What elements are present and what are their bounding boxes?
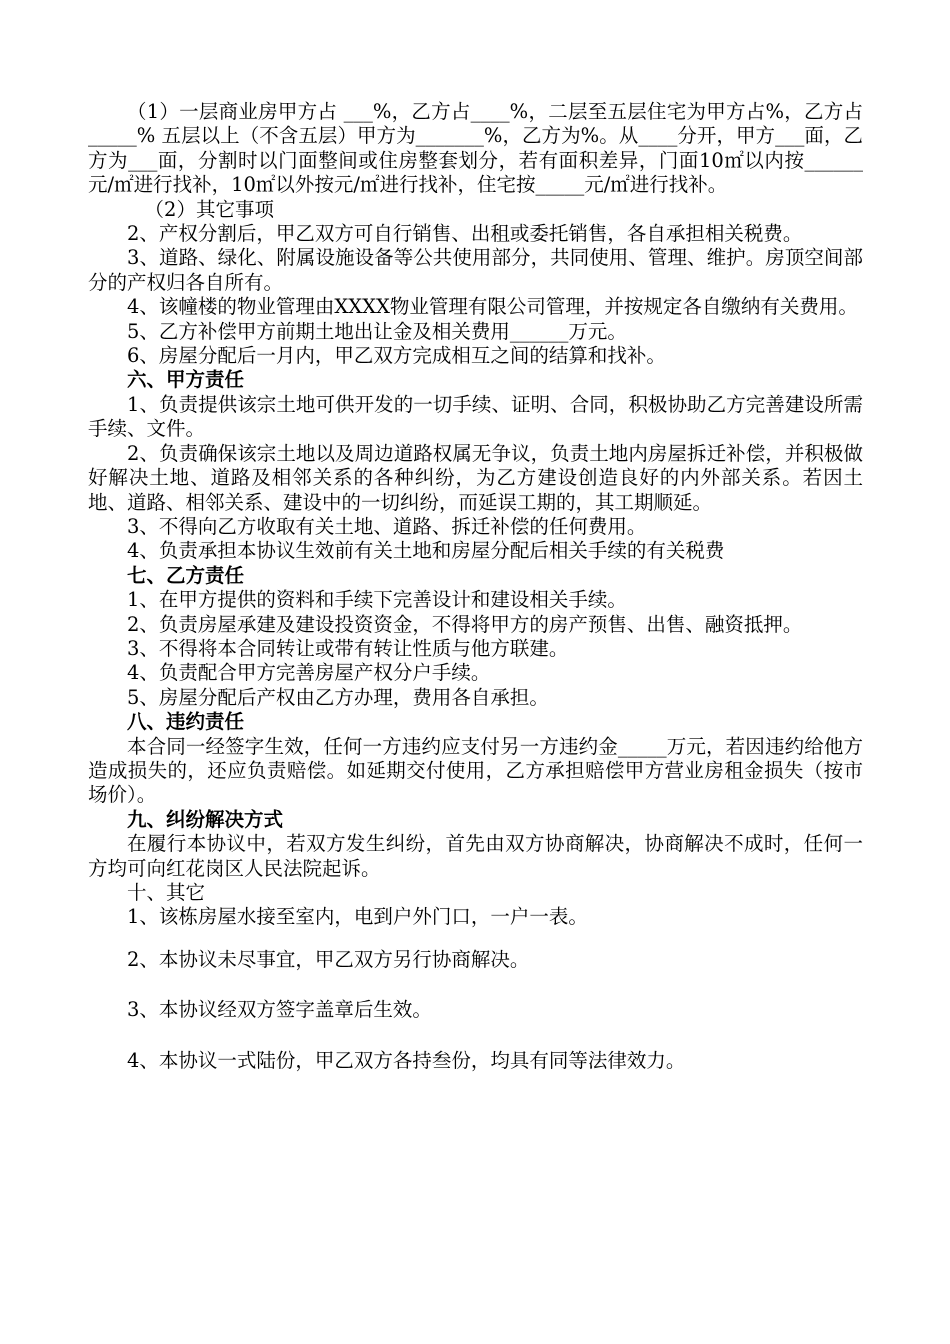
section-heading-breach: 八、违约责任 [127,710,245,734]
subheading-other-matters: （2）其它事项 [144,197,274,221]
section-heading-party-b: 七、乙方责任 [127,563,245,587]
party-a-duty-3: 3、不得向乙方收取有关土地、道路、拆迁补偿的任何费用。 [127,514,647,538]
section-heading-other: 十、其它 [127,881,206,904]
section-heading-party-a: 六、甲方责任 [127,368,245,392]
party-a-duty-1: 1、负责提供该宗土地可供开发的一切手续、证明、合同，积极协助乙方完善建设所需手续、文件。 [88,392,863,441]
section-heading-dispute: 九、纠纷解决方式 [127,807,284,831]
clause-3-public-areas: 3、道路、绿化、附属设施设备等公共使用部分，共同使用、管理、维护。房顶空间部分的产权归各自所有。 [88,246,863,294]
party-b-duty-2: 2、负责房屋承建及建设投资资金，不得将甲方的房产预售、出售、融资抵押。 [127,612,803,636]
clause-division-ratio: （1）一层商业房甲方占 ___%，乙方占____%，二层至五层住宅为甲方占%，乙方占_____% 五层以上（不含五层）甲方为_______%，乙方为%。从____分开，甲方___面，乙方为___面，分割时以门面整间或住房整套划分，若有面积差异，门面10㎡以内按______元/㎡进行找补，10㎡以外按元/㎡进行找补，住宅按_____元/㎡进行找补。 [88,100,863,197]
party-b-duty-3: 3、不得将本合同转让或带有转让性质与他方联建。 [127,636,569,660]
clause-6-settlement: 6、房屋分配后一月内，甲乙双方完成相互之间的结算和找补。 [127,344,666,368]
document-page [88,100,863,1073]
clause-5-compensation: 5、乙方补偿甲方前期土地出让金及相关费用______万元。 [127,319,627,343]
party-a-duty-4: 4、负责承担本协议生效前有关土地和房屋分配后相关手续的有关税费 [127,539,725,563]
other-clause-4: 4、本协议一式陆份，甲乙双方各持叁份，均具有同等法律效力。 [127,1048,686,1072]
clause-2-property-sale: 2、产权分割后，甲乙双方可自行销售、出租或委托销售，各自承担相关税费。 [127,222,803,246]
other-clause-1: 1、该栋房屋水接至室内，电到户外门口，一户一表。 [127,905,588,929]
party-a-duty-2: 2、负责确保该宗土地以及周边道路权属无争议，负责土地内房屋拆迁补偿，并积极做好解决土地、道路及相邻关系的各种纠纷，为乙方建设创造良好的内外部关系。若因土地、道路、相邻关系、建设中的一切纠纷，而延误工期的，其工期顺延。 [88,441,863,514]
other-clause-3: 3、本协议经双方签字盖章后生效。 [127,998,432,1022]
party-b-duty-4: 4、负责配合甲方完善房屋产权分户手续。 [127,661,491,685]
party-b-duty-1: 1、在甲方提供的资料和手续下完善设计和建设相关手续。 [127,588,627,612]
dispute-clause: 在履行本协议中，若双方发生纠纷，首先由双方协商解决，协商解决不成时，任何一方均可向红花岗区人民法院起诉。 [88,832,863,880]
breach-clause: 本合同一经签字生效，任何一方违约应支付另一方违约金_____万元，若因违约给他方造成损失的，还应负责赔偿。如延期交付使用，乙方承担赔偿甲方营业房租金损失（按市场价）。 [88,734,863,807]
other-clause-2: 2、本协议未尽事宜，甲乙双方另行协商解决。 [127,947,530,971]
party-b-duty-5: 5、房屋分配后产权由乙方办理，费用各自承担。 [127,685,549,709]
clause-4-property-management: 4、该幢楼的物业管理由XXXX物业管理有限公司管理，并按规定各自缴纳有关费用。 [127,295,858,319]
